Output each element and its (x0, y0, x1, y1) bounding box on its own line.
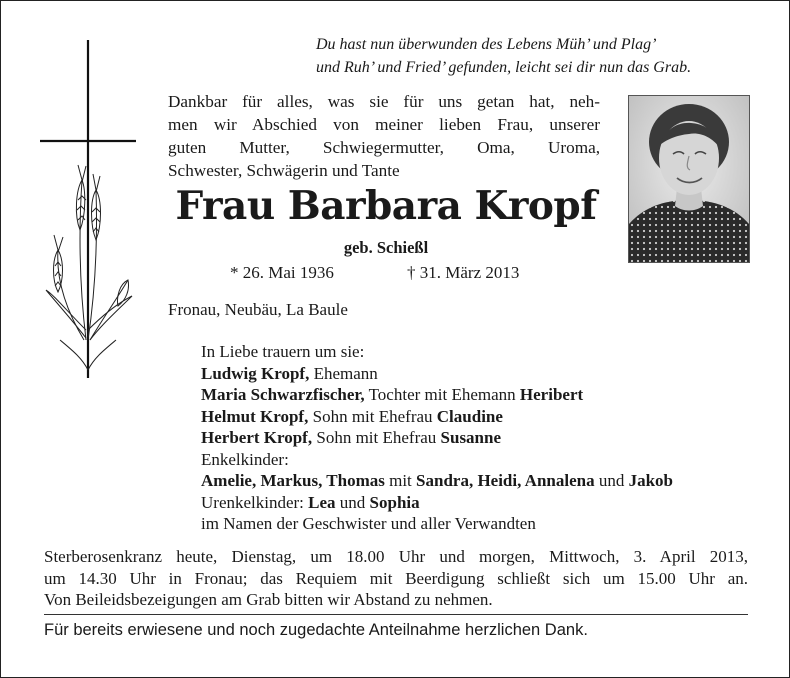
mourner-spouse: Heribert (519, 385, 584, 404)
great-grandchildren (201, 492, 761, 514)
birth-date: * 26. Mai 1936 (230, 263, 334, 282)
mourner-name: Maria Schwarzfischer, (201, 385, 365, 404)
divider (44, 614, 748, 615)
death-date: † 31. März 2013 (407, 263, 520, 282)
funeral-line-3: Von Beileidsbezeigungen am Grab bitten wir Abstand zu nehmen. (44, 590, 493, 610)
mourner-role: Sohn mit Ehefrau (308, 406, 437, 426)
siblings-line: im Namen der Geschwister und aller Verwandten (201, 514, 536, 533)
grandchildren-names (201, 470, 761, 492)
mourner-role: Sohn mit Ehefrau (312, 428, 441, 447)
mourner-son-2 (201, 427, 761, 449)
mourner-name: Herbert Kropf, (201, 428, 313, 447)
mourner-spouse: Susanne (440, 428, 502, 447)
mourner-role: Ehemann (309, 363, 378, 383)
funeral-line-2: um 14.30 Uhr in Fronau; das Requiem mit Beerdigung schließt sich um 15.00 Uhr an. (44, 568, 748, 588)
mourners-heading: In Liebe trauern um sie: (201, 342, 365, 361)
deceased-name: Frau Barbara Kropf (175, 183, 597, 229)
grandchildren-group-a: Amelie, Markus, Thomas (201, 471, 385, 490)
mourner-spouse: Claudine (436, 406, 503, 426)
mourner-role: Tochter mit Ehemann (364, 385, 520, 404)
grandchildren-connector: und (594, 471, 629, 490)
funeral-line-1: Sterberosenkranz heute, Dienstag, um 18.00 Uhr und morgen, Mittwoch, 3. April 2013, (44, 547, 748, 566)
memorial-verse (316, 33, 756, 79)
intro-line-2: men wir Abschied von meiner lieben Frau, unserer (168, 115, 600, 134)
thanks-note: Für bereits erwiesene und noch zugedachte Anteilnahme herzlichen Dank. (44, 621, 588, 639)
mourner-name: Helmut Kropf, (201, 406, 309, 426)
mourner-son-1 (201, 406, 761, 428)
grandchildren-group-b: Sandra, Heidi, Annalena (416, 471, 595, 490)
great-grandchildren-label: Urenkelkinder: (201, 492, 309, 512)
portrait-illustration (629, 96, 749, 262)
cross-with-wheat-icon (36, 40, 146, 380)
verse-line-1: Du hast nun überwunden des Lebens Müh’ und Plag’ (316, 36, 657, 53)
portrait-photo (628, 95, 750, 263)
intro-line-4: Schwester, Schwägerin und Tante (168, 161, 400, 180)
grandchildren-group-c: Jakob (628, 471, 674, 490)
intro-text (168, 90, 600, 182)
mourners-list (201, 341, 761, 535)
places: Fronau, Neubäu, La Baule (168, 300, 348, 319)
great-grandchild-name: Sophia (369, 492, 420, 512)
great-grandchild-name: Lea (308, 492, 336, 512)
intro-line-3: guten Mutter, Schwiegermutter, Oma, Uroma, (168, 138, 600, 157)
grandchildren-connector: mit (384, 471, 417, 490)
funeral-info (44, 546, 748, 611)
mourner-name: Ludwig Kropf, (201, 363, 310, 383)
grandchildren-label: Enkelkinder: (201, 449, 289, 469)
intro-line-1: Dankbar für alles, was sie für uns getan hat, neh- (168, 92, 600, 111)
mourner-daughter (201, 384, 761, 406)
maiden-name: geb. Schießl (343, 238, 429, 257)
mourner-husband (201, 363, 761, 385)
great-grandchildren-connector: und (335, 492, 370, 512)
verse-line-2: und Ruh’ und Fried’ gefunden, leicht sei dir nun das Grab. (316, 59, 692, 76)
